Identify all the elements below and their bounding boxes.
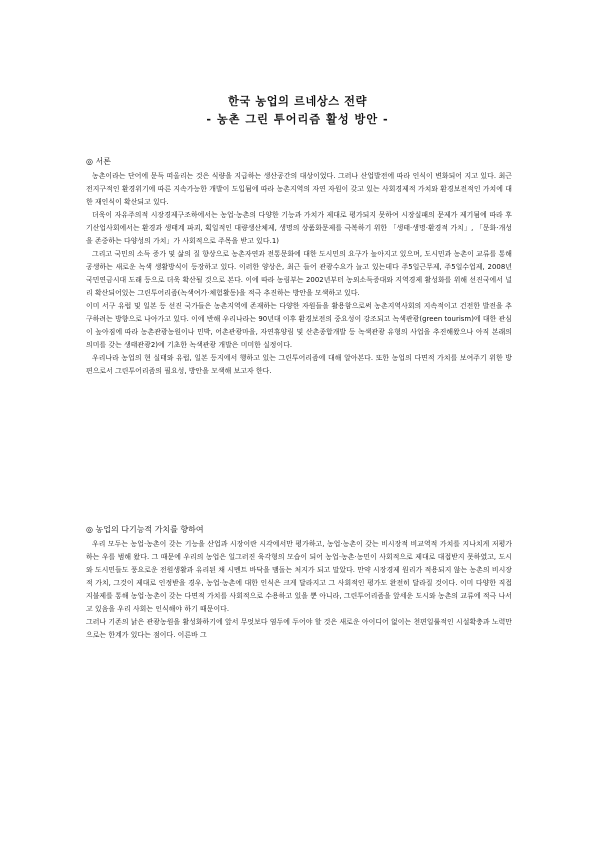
- paragraph: 그리고 국민의 소득 증가 및 삶의 질 향상으로 농촌자연과 전통문화에 대한 도시민의 요구가 높아지고 있으며, 도시민과 농촌이 교류를 통해 공생하는 새로운 녹색 생활방식이 등장하고 있다. 이러한 양상은, 최근 들어 관광수요가 늘고 있는데다 주5일근무제, 주5일수업제, 2008년 국민연금시대 도래 등으로 더욱 확산될 것으로 본다. 이에 따라 농림부는 2002년부터 농외소득증대와 지역경제 활성화를 위해 선진국에서 널리 확산되어있는 그린투어리즘(녹색여가·체험활동)을 적극 추진하는 방안을 모색하고 있다.: [86, 250, 512, 297]
- paragraph: 이미 서구 유럽 및 일본 등 선진 국가들은 농촌지역에 존재하는 다양한 자원들을 활용함으로써 농촌지역사회의 지속적이고 건전한 발전을 추구하려는 방향으로 나아가고 있다. 이에 반해 우리나라는 90년대 이후 환경보전의 중요성이 강조되고 녹색관광(green tourism)에 대한 관심이 높아짐에 따라 농촌관광농원이나 민박, 어촌관광마을, 자연휴양림 및 산촌종합개발 등 녹색관광 유형의 사업을 추진해왔으나 아직 본래의 의미를 갖는 생태관광2)에 기초한 녹색관광 개발은 미미한 실정이다.: [86, 302, 512, 349]
- document-title: 한국 농업의 르네상스 전략: [228, 95, 367, 108]
- paragraph: 그러나 기존의 낡은 관광농원을 활성화하기에 앞서 무엇보다 염두에 두어야 할 것은 새로운 아이디어 없이는 천편일률적인 시설확충과 노력만으로는 한계가 있다는 점이다. 이른바 그: [86, 618, 512, 639]
- paragraph: 농촌이라는 단어에 문득 떠올리는 것은 식량을 지급하는 생산공간의 대상이었다. 그러나 산업발전에 따라 인식이 변화되어 지고 있다. 최근 전지구적인 환경위기에 따른 지속가능한 개발이 도입됨에 따라 농촌지역의 자연 자원이 갖고 있는 사회경제적 가치와 환경보전적인 가치에 대한 재인식이 확산되고 있다.: [86, 172, 512, 206]
- section-heading: ◎ 서론: [86, 157, 111, 166]
- section-heading: ◎ 농업의 다기능적 가치를 향하여: [86, 525, 204, 534]
- paragraph: 더욱이 자유주의적 시장경제구조하에서는 농업·농촌의 다양한 기능과 가치가 제대로 평가되지 못하여 시장실패의 문제가 제기됨에 따라 후기산업사회에서는 환경과 생태계 파괴, 획일적인 대량생산체제, 생명의 상품화문제를 극복하기 위한 「생태·생명·환경적 가치」, 「문화·개성을 존중하는 다양성의 가치」가 사회적으로 주목을 받고 있다.1): [86, 211, 512, 245]
- paragraph: 우리나라 농업의 현 실태와 유럽, 일본 등지에서 행하고 있는 그린투어리즘에 대해 알아본다. 또한 농업의 다면적 가치를 보여주기 위한 방편으로서 그린투어리즘의 필요성, 방안을 모색해 보고자 한다.: [86, 354, 512, 375]
- title-block: [0, 94, 595, 128]
- section-introduction: [86, 156, 512, 378]
- document-subtitle: - 농촌 그린 투어리즘 활성 방안 -: [206, 113, 389, 126]
- paragraph: 우리 모두는 농업·농촌이 갖는 기능을 산업과 시장이란 시각에서만 평가하고, 농업·농촌이 갖는 비시장적 비교역적 가치를 지나치게 저평가하는 우를 범해 왔다. 그 때문에 우리의 농업은 일그러진 육각형의 모습이 되어 농업·농촌·농민이 사회적으로 제대로 대접받지 못하였고, 도시와 도시민들도 풍요로운 전원생활과 유리된 채 시멘트 바닥을 맴돌는 처지가 되고 말았다. 만약 시장경제 원리가 적용되지 않는 농촌의 비시장적 가치, 그것이 제대로 인정받을 경우, 농업·농촌에 대한 인식은 크게 달라지고 그 사회적인 평가도 완전히 달라질 것이다. 이미 다양한 직접지불제를 통해 농업·농촌이 갖는 다면적 가치를 사회적으로 수용하고 있을 뿐 아니라, 그린투어리즘을 앞세운 도시와 농촌의 교류에 적극 나서고 있음을 우리 사회는 인식해야 하기 때문이다.: [86, 540, 512, 613]
- section-multifunctional-value: [86, 524, 512, 642]
